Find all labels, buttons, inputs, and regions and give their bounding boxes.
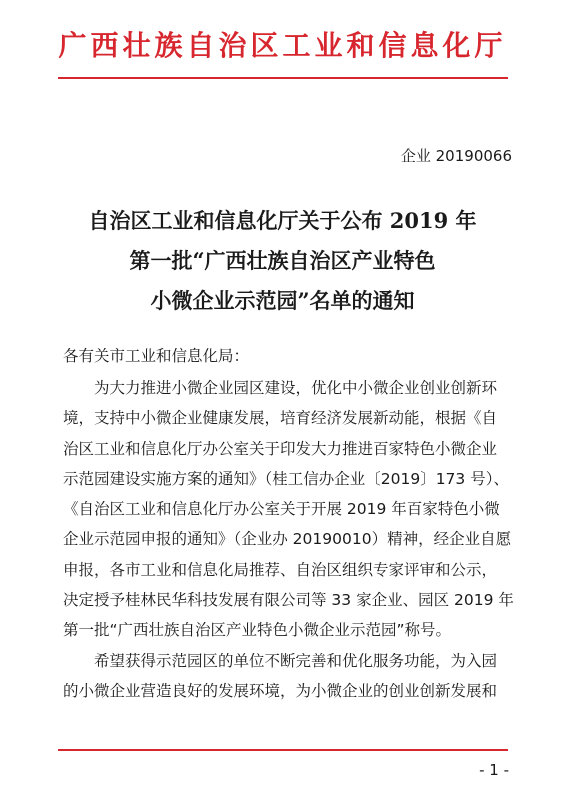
footer-red-rule <box>58 749 508 751</box>
header-red-rule <box>58 77 508 79</box>
document-title <box>0 201 565 321</box>
body-line: 示范园建设实施方案的通知》（桂工信办企业〔2019〕173 号）、 <box>63 469 509 488</box>
body-line: 希望获得示范园区的单位不断完善和优化服务功能，为入园 <box>94 651 498 670</box>
body-line: 决定授予桂林民华科技发展有限公司等 33 家企业、园区 2019 年 <box>63 591 514 610</box>
page-number: - 1 - <box>479 761 509 779</box>
document-body <box>63 373 514 706</box>
body-line: 治区工业和信息化厅办公室关于印发大力推进百家特色小微企业 <box>63 439 498 458</box>
issuing-authority-header: 广西壮族自治区工业和信息化厅 <box>58 29 507 62</box>
body-line: 《自治区工业和信息化厅办公室关于开展 2019 年百家特色小微 <box>63 500 500 519</box>
body-line: 企业示范园申报的通知》（企业办 20190010）精神，经企业自愿 <box>63 530 512 549</box>
salutation: 各有关市工业和信息化局： <box>63 347 250 365</box>
body-line: 的小微企业营造良好的发展环境，为小微企业的创业创新发展和 <box>63 681 498 700</box>
body-line: 第一批“广西壮族自治区产业特色小微企业示范园”称号。 <box>63 621 452 640</box>
body-line: 为大力推进小微企业园区建设，优化中小微企业创业创新环 <box>94 379 498 397</box>
title-line: 自治区工业和信息化厅关于公布 2019 年 <box>88 208 477 233</box>
body-line: 申报，各市工业和信息化局推荐、自治区组织专家评审和公示， <box>63 560 498 579</box>
document-number: 企业 20190066 <box>400 147 512 165</box>
title-line: 小微企业示范园”名单的通知 <box>150 288 415 313</box>
title-line: 第一批“广西壮族自治区产业特色 <box>129 248 436 273</box>
body-line: 境，支持中小微企业健康发展，培育经济发展新动能，根据《自 <box>63 409 498 428</box>
